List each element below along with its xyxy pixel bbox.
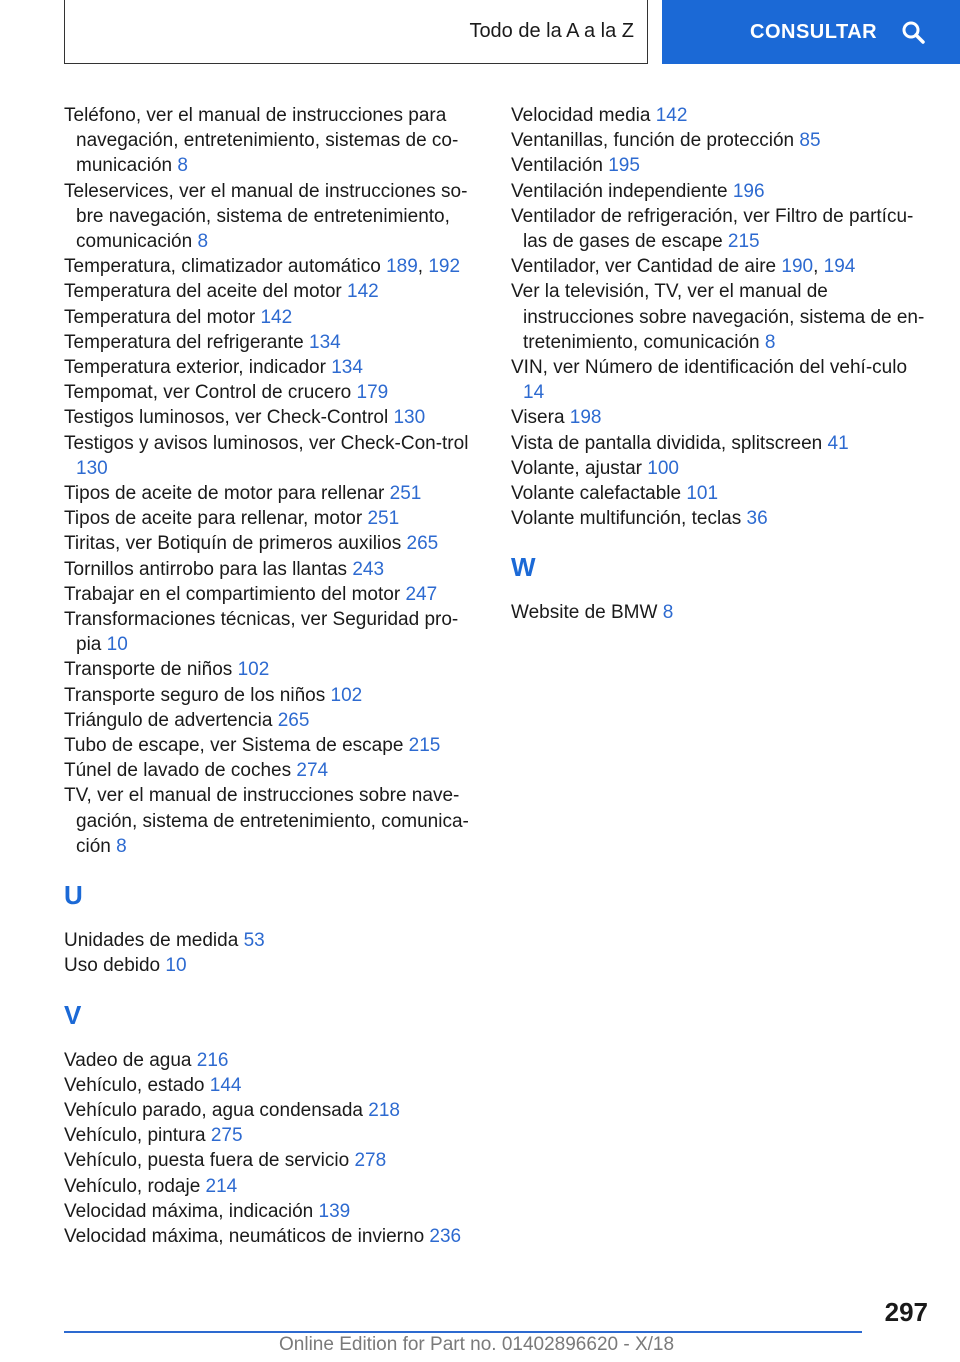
section-letter: V xyxy=(64,999,82,1030)
index-entry xyxy=(511,204,931,254)
index-entry-text: Temperatura del motor xyxy=(64,306,256,328)
page-link[interactable]: 142 xyxy=(347,281,379,303)
page-link[interactable]: 214 xyxy=(205,1175,238,1197)
page-link[interactable]: 134 xyxy=(309,331,341,353)
index-entry xyxy=(64,708,480,733)
index-entry-text: TV, ver el manual de instrucciones sobre nave-gación, sistema de entretenimiento, comunica-ción xyxy=(64,785,469,857)
index-entry xyxy=(64,1073,480,1098)
page-link[interactable]: 192 xyxy=(428,256,461,278)
page-link[interactable]: 189 xyxy=(386,256,418,278)
index-entry xyxy=(64,1048,480,1073)
page-link[interactable]: 251 xyxy=(389,483,422,505)
page-link[interactable]: 14 xyxy=(523,382,545,404)
index-entry-text: Triángulo de advertencia xyxy=(64,709,273,731)
index-entry xyxy=(64,783,480,859)
page-link[interactable]: 53 xyxy=(243,930,265,952)
index-entry-text: Testigos y avisos luminosos, ver Check-Con-trol xyxy=(64,432,469,454)
index-entry-text: Vehículo, puesta fuera de servicio xyxy=(64,1150,350,1172)
index-entry-text: Visera xyxy=(511,407,565,429)
index-entry xyxy=(64,758,480,783)
page-link[interactable]: 10 xyxy=(165,955,187,977)
page-link[interactable]: 265 xyxy=(406,533,439,555)
index-entry xyxy=(64,179,480,255)
page-link[interactable]: 278 xyxy=(354,1150,387,1172)
index-entry xyxy=(64,355,480,380)
page-link[interactable]: 196 xyxy=(732,180,765,202)
page-link[interactable]: 8 xyxy=(764,331,776,353)
index-entry-text: Ventilador, ver Cantidad de aire xyxy=(511,256,777,278)
page-link[interactable]: 8 xyxy=(116,835,127,857)
index-entry-text: Unidades de medida xyxy=(64,930,239,952)
index-entry-text: Temperatura del refrigerante xyxy=(64,331,304,353)
page-link[interactable]: 102 xyxy=(237,659,270,681)
index-entry-text: Ventanillas, función de protección xyxy=(511,130,795,152)
index-entry-text: Trabajar en el compartimiento del motor xyxy=(64,583,401,605)
index-entry-text: Ventilación xyxy=(511,155,603,177)
index-entry xyxy=(64,279,480,304)
page-link[interactable]: 8 xyxy=(662,602,674,624)
page-link[interactable]: 215 xyxy=(408,735,441,757)
index-entry xyxy=(64,330,480,355)
index-entry xyxy=(64,928,480,953)
index-entry xyxy=(511,103,931,128)
index-entry xyxy=(511,506,931,531)
index-column-right xyxy=(511,103,931,626)
page-link[interactable]: 102 xyxy=(330,684,363,706)
index-entry xyxy=(64,1148,480,1173)
index-entry: Ventilador, ver Cantidad de aire 190, 194 xyxy=(511,256,856,278)
index-entry-text: Testigos luminosos, ver Check-Control xyxy=(64,407,389,429)
page-link[interactable]: 144 xyxy=(209,1074,242,1096)
page-link[interactable]: 142 xyxy=(655,105,688,126)
index-entry xyxy=(64,431,480,481)
index-entry xyxy=(64,405,480,430)
index-entry xyxy=(64,506,480,531)
page-link[interactable]: 8 xyxy=(197,231,209,253)
index-entry xyxy=(64,953,480,978)
page-link[interactable]: 130 xyxy=(393,407,426,429)
index-entry-text: Vehículo, rodaje xyxy=(64,1175,201,1197)
index-entry-text: Ventilación independiente xyxy=(511,180,728,202)
page-link[interactable]: 216 xyxy=(196,1049,229,1071)
index-entry-text: Tempomat, ver Control de crucero xyxy=(64,382,352,404)
index-entry-text: Uso debido xyxy=(64,955,161,977)
page-link[interactable]: 275 xyxy=(210,1125,243,1147)
page-link[interactable]: 195 xyxy=(608,155,640,177)
index-entry xyxy=(64,582,480,607)
page-link[interactable]: 198 xyxy=(569,407,602,429)
index-entry xyxy=(511,600,931,625)
page-link[interactable]: 36 xyxy=(746,508,768,530)
index-entry-text: Teleservices, ver el manual de instrucciones so-bre navegación, sistema de entretenimiento, comunicación xyxy=(64,180,468,253)
index-entry xyxy=(64,1174,480,1199)
page-number: 297 xyxy=(884,1297,928,1327)
index-entry-text: Túnel de lavado de coches xyxy=(64,760,292,782)
index-column-left xyxy=(64,103,480,1249)
index-entry-text: Vadeo de agua xyxy=(64,1049,192,1071)
index-entry xyxy=(511,279,931,355)
page-link[interactable]: 194 xyxy=(823,256,856,278)
index-entry-text: Volante calefactable xyxy=(511,483,682,505)
index-entry xyxy=(64,1098,480,1123)
page-link[interactable]: 243 xyxy=(352,558,385,580)
index-entry xyxy=(64,657,480,682)
page-link[interactable]: 142 xyxy=(260,306,293,328)
section-letter: U xyxy=(64,880,83,911)
index-entry-text: Temperatura, climatizador automático xyxy=(64,256,381,278)
index-entry-text: Vehículo, pintura xyxy=(64,1125,206,1147)
page-link[interactable]: 134 xyxy=(331,357,363,379)
index-entry-text: Volante, ajustar xyxy=(511,457,642,479)
index-entry-text: Ventilador de refrigeración, ver Filtro de partícu-las de gases de escape xyxy=(511,205,914,253)
index-entry-text: Vista de pantalla dividida, splitscreen xyxy=(511,432,823,454)
index-entry-text: Temperatura exterior, indicador xyxy=(64,357,326,379)
page-link[interactable]: 85 xyxy=(799,130,821,152)
index-entry xyxy=(64,1199,480,1224)
page-link[interactable]: 139 xyxy=(318,1200,351,1222)
index-entry-text: Temperatura del aceite del motor xyxy=(64,281,342,303)
page-link[interactable]: 130 xyxy=(76,457,108,479)
index-entry xyxy=(64,1224,480,1249)
index-entry-text: Tiritas, ver Botiquín de primeros auxilios xyxy=(64,533,402,555)
page-link[interactable]: 236 xyxy=(429,1225,462,1247)
index-entry xyxy=(64,103,480,179)
index-entry-text: Teléfono, ver el manual de instrucciones para navegación, entretenimiento, sistemas de co-municación xyxy=(64,105,459,177)
index-entry-text: Tubo de escape, ver Sistema de escape xyxy=(64,735,404,757)
page-link[interactable]: 190 xyxy=(781,256,814,278)
index-entry xyxy=(64,1123,480,1148)
index-entry-text: Transformaciones técnicas, ver Seguridad pro-pia xyxy=(64,609,459,656)
page-link[interactable]: 179 xyxy=(356,382,389,404)
index-entry-text: Velocidad media xyxy=(511,105,651,126)
index-entry xyxy=(64,380,480,405)
index-entry-text: Vehículo, estado xyxy=(64,1074,205,1096)
index-entry-text: Transporte de niños xyxy=(64,659,233,681)
consult-label: CONSULTAR xyxy=(750,20,878,43)
page-link[interactable]: 101 xyxy=(686,483,719,505)
index-entry-text: Tipos de aceite de motor para rellenar xyxy=(64,483,385,505)
section-letter: W xyxy=(511,552,536,583)
index-entry-text: Transporte seguro de los niños xyxy=(64,684,326,706)
page-link[interactable]: 247 xyxy=(405,583,438,605)
edition-footer: Online Edition for Part no. 01402896620 - X/18 xyxy=(279,1334,675,1355)
index-entry xyxy=(511,128,931,153)
page-link[interactable]: 251 xyxy=(367,508,400,530)
index-entry-text: Volante multifunción, teclas xyxy=(511,508,742,530)
header-section-tab[interactable] xyxy=(64,0,648,64)
page-link[interactable]: 218 xyxy=(368,1099,400,1121)
index-entry xyxy=(64,531,480,556)
index-entry xyxy=(64,305,480,330)
index-entry xyxy=(64,733,480,758)
index-entry: Temperatura, climatizador automático 189, 192 xyxy=(64,256,461,278)
page-link[interactable]: 265 xyxy=(277,709,310,731)
index-entry xyxy=(511,153,931,178)
index-entry-text: Velocidad máxima, neumáticos de invierno xyxy=(64,1225,425,1247)
index-entry-text: VIN, ver Número de identificación del vehí-culo xyxy=(511,357,908,379)
index-entry-text: Velocidad máxima, indicación xyxy=(64,1200,314,1222)
index-entry-text: Ver la televisión, TV, ver el manual de instrucciones sobre navegación, sistema de en-tretenimiento, comunicación xyxy=(511,281,925,353)
search-icon xyxy=(901,20,925,44)
index-entry xyxy=(511,431,931,456)
index-entry-text: Vehículo parado, agua condensada xyxy=(64,1099,363,1121)
page-link[interactable]: 100 xyxy=(647,457,679,479)
index-entry xyxy=(64,607,480,657)
index-entry-text: Tornillos antirrobo para las llantas xyxy=(64,558,348,580)
page-link[interactable]: 215 xyxy=(727,231,760,253)
index-entry xyxy=(64,557,480,582)
index-entry xyxy=(64,481,480,506)
footer-divider xyxy=(64,1331,862,1333)
index-entry xyxy=(511,355,931,405)
index-entry xyxy=(511,405,931,430)
index-entry-text: Website de BMW xyxy=(511,602,658,624)
index-entry xyxy=(511,179,931,204)
consult-button[interactable] xyxy=(662,0,960,64)
index-entry xyxy=(511,456,931,481)
section-title: Todo de la A a la Z xyxy=(469,20,634,42)
index-entry xyxy=(64,683,480,708)
page-link[interactable]: 274 xyxy=(296,760,329,782)
page-link[interactable]: 8 xyxy=(177,155,188,177)
page-link[interactable]: 10 xyxy=(106,634,128,656)
index-entry-text: Tipos de aceite para rellenar, motor xyxy=(64,508,363,530)
page-link[interactable]: 41 xyxy=(827,432,849,454)
index-entry xyxy=(511,481,931,506)
